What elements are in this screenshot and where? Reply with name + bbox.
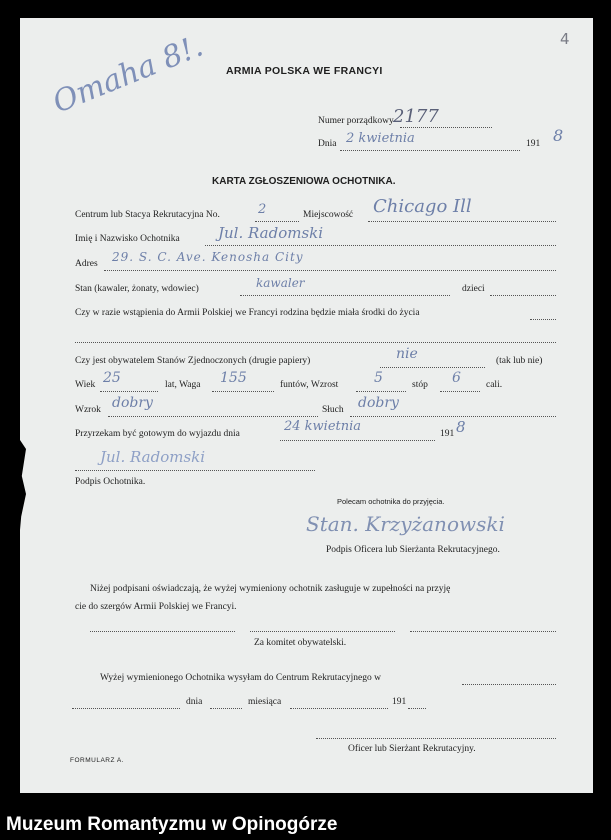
polecam-text: Polecam ochotnika do przyjęcia. [337,497,445,506]
wyslanie-date-line [72,708,180,709]
imie-line [205,245,556,246]
wyslanie-year-line [408,708,426,709]
waga-value: 155 [220,370,247,386]
komitet-text-line1: Niżej podpisani oświadczają, że wyżej wymieniony ochotnik zasługuje w zupełności na przyję [90,584,451,594]
stop-label: stóp [412,380,428,390]
adres-value: 29. S. C. Ave. Kenosha City [112,250,304,264]
miejscowosc-label: Miejscowość [303,210,354,220]
podpis-ochotnika-label: Podpis Ochotnika. [75,477,146,487]
cali-label: cali. [486,380,503,390]
miejscowosc-value: Chicago Ill [373,196,472,217]
sluch-line [350,416,556,417]
przyrzekam-label: Przyrzekam być gotowym do wyjazdu dnia [75,429,240,439]
komitet-sig-line-1 [90,631,235,632]
komitet-text-line2: cie do szergów Armii Polskiej we Francyi. [75,602,237,612]
form-code: FORMULARZ A. [70,757,125,764]
dnia-line [340,150,520,151]
miejscowosc-line [368,221,556,222]
adres-label: Adres [75,259,98,269]
funtow-label: funtów, Wzrost [280,380,339,390]
wyslanie-miesiaca-line [290,708,388,709]
wzrost-value: 5 [374,370,383,386]
lat-waga-label: lat, Waga [165,380,201,390]
numer-line [400,127,492,128]
wyslanie-place-line [462,684,556,685]
stan-line [240,295,450,296]
wzrost-line [356,391,406,392]
stop-value: 6 [452,370,461,386]
sluch-value: dobry [358,395,399,411]
wzrok-value: dobry [112,395,153,411]
imie-label: Imię i Nazwisko Ochotnika [75,234,180,244]
obywatel-question: Czy jest obywatelem Stanów Zjednoczonych (drugie papiery) [75,356,311,366]
stamp-note: Omaha 8!. [48,28,208,121]
rodzina-line-1 [530,319,556,320]
adres-line [104,270,556,271]
wyslanie-text: Wyżej wymienionego Ochotnika wysyłam do Centrum Rekrutacyjnego w [100,673,381,683]
wiek-label: Wiek [75,380,96,390]
imie-value: Jul. Radomski [218,224,324,242]
officer-signature: Stan. Krzyżanowski [306,512,505,536]
waga-line [212,391,274,392]
stan-label: Stan (kawaler, żonaty, wdowiec) [75,284,199,294]
obywatel-value: nie [396,346,418,362]
form-title: KARTA ZGŁOSZENIOWA OCHOTNIKA. [212,176,396,187]
wyslanie-year: 191 [392,697,407,707]
dnia-label: Dnia [318,139,337,149]
centrum-label: Centrum lub Stacya Rekrutacyjna No. [75,210,220,220]
centrum-value: 2 [258,202,267,217]
officer-signature-label: Podpis Oficera lub Sierżanta Rekrutacyjnego. [326,545,500,555]
numer-label: Numer porządkowy [318,116,394,126]
centrum-line [255,221,299,222]
sluch-label: Słuch [322,405,344,415]
oficer-label: Oficer lub Sierżant Rekrutacyjny. [348,744,476,754]
dnia-value: 2 kwietnia [346,131,415,146]
page-number: 4 [560,30,570,48]
wzrok-label: Wzrok [75,405,101,415]
wzrok-line [108,416,318,417]
przyrzekam-line [280,440,435,441]
oficer-sig-line [316,738,556,739]
museum-footer [0,810,611,840]
podpis-ochotnika-signature: Jul. Radomski [100,448,206,466]
przyrzekam-year: 191 [440,429,455,439]
dzieci-label: dzieci [462,284,485,294]
wyslanie-dnia-label: dnia [186,697,203,707]
document-heading: ARMIA POLSKA WE FRANCYI [226,65,383,77]
komitet-sig-line-3 [410,631,556,632]
rodzina-line-2 [75,342,556,343]
numer-value: 2177 [393,106,439,127]
dnia-year-hw: 8 [553,126,564,145]
museum-footer-text: Muzeum Romantyzmu w Opinogórze [6,814,338,835]
dzieci-line [490,295,556,296]
dnia-year: 191 [526,139,541,149]
komitet-sig-line-2 [250,631,395,632]
wyslanie-miesiaca-label: miesiąca [248,697,282,707]
komitet-label: Za komitet obywatelski. [254,638,347,648]
przyrzekam-value: 24 kwietnia [284,419,362,434]
przyrzekam-year-hw: 8 [456,418,466,436]
podpis-ochotnika-line [75,470,315,471]
wyslanie-dnia-line [210,708,242,709]
wiek-value: 25 [103,370,121,386]
stan-value: kawaler [256,276,305,290]
obywatel-line [380,367,485,368]
rodzina-question: Czy w razie wstąpienia do Armii Polskiej we Francyi rodzina będzie miała środki do życia [75,308,420,318]
stop-line [440,391,480,392]
wiek-line [100,391,158,392]
tak-lub-nie: (tak lub nie) [496,356,543,366]
